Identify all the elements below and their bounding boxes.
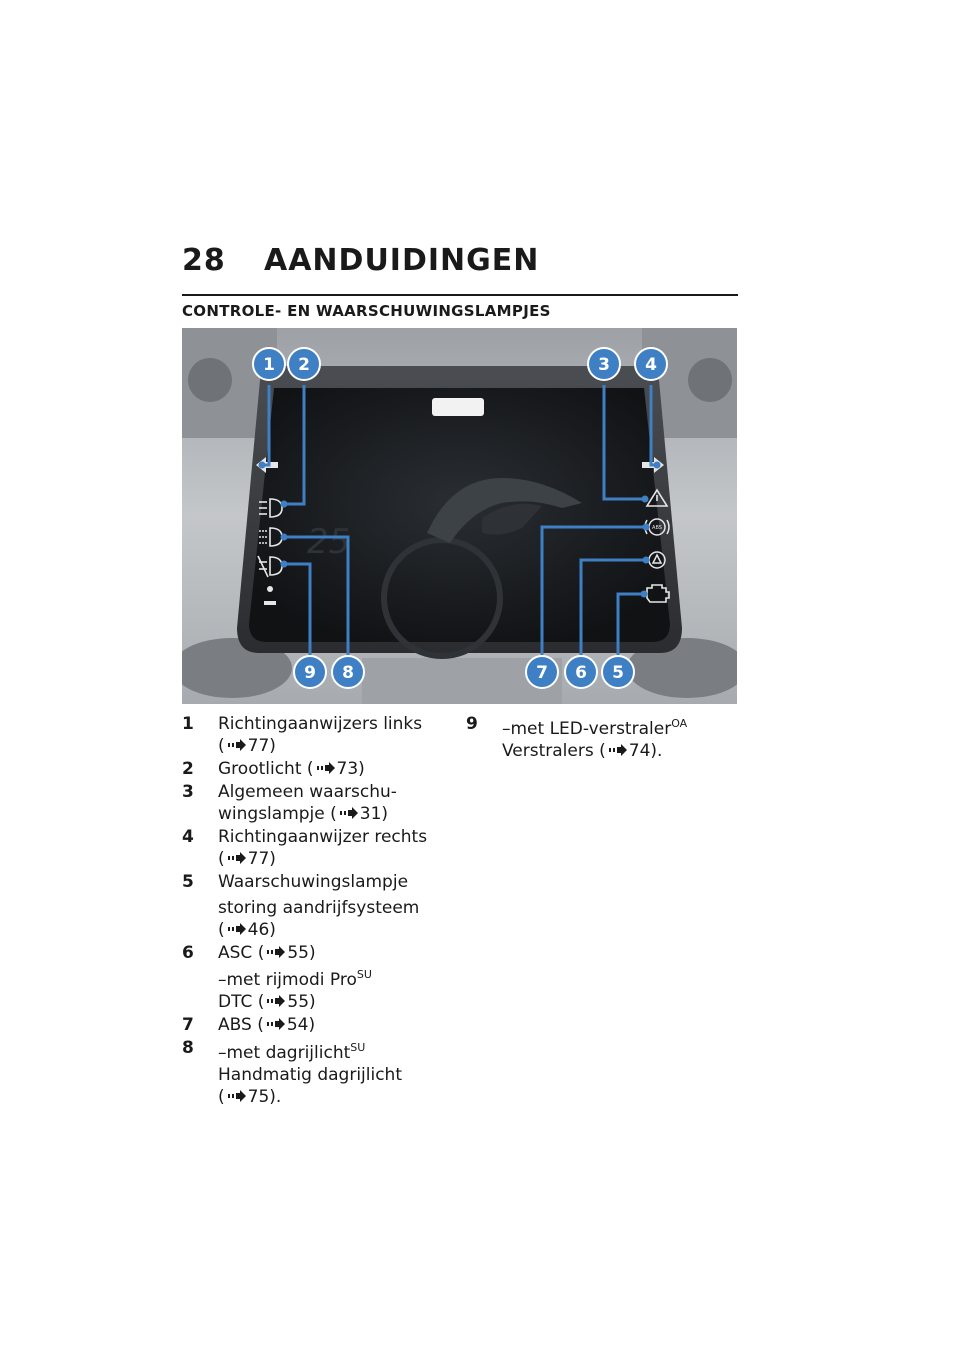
legend-condition-text: –met LED-verstraler xyxy=(502,719,672,739)
legend-number: 2 xyxy=(182,759,194,779)
legend-condition xyxy=(502,713,738,740)
legend-condition-sup: SU xyxy=(350,1041,366,1054)
legend-text-with-ref xyxy=(218,803,444,825)
page-reference[interactable]: ( 55) xyxy=(257,943,316,963)
page-reference[interactable]: ( 77) xyxy=(218,849,276,869)
abs-icon-label: ABS xyxy=(652,525,662,531)
status-bar-icon xyxy=(264,601,276,605)
light-sensor xyxy=(432,398,484,416)
legend-condition-text: –met rijmodi Pro xyxy=(218,970,357,990)
section-title: CONTROLE- EN WAARSCHUWINGSLAMPJES xyxy=(182,302,551,320)
svg-text:2: 2 xyxy=(298,355,310,375)
status-dot-icon xyxy=(267,586,273,592)
header-divider xyxy=(182,294,738,296)
page-reference[interactable]: ( 75). xyxy=(218,1087,282,1107)
legend-text: ASC xyxy=(218,943,253,963)
callout-badge-5 xyxy=(602,656,634,688)
legend-item-3 xyxy=(182,781,444,825)
page-reference-number: 77) xyxy=(247,736,276,756)
legend-condition xyxy=(218,964,444,991)
legend-number: 4 xyxy=(182,827,194,847)
arrow-right-icon xyxy=(227,739,246,751)
svg-text:4: 4 xyxy=(645,355,657,375)
legend-item-6 xyxy=(182,942,444,1013)
legend-number: 6 xyxy=(182,943,194,963)
legend-text: ABS xyxy=(218,1015,252,1035)
legend-item-2 xyxy=(182,758,444,780)
legend-item-1 xyxy=(182,713,444,757)
legend-item-4 xyxy=(182,826,444,870)
callout-badge-6 xyxy=(565,656,597,688)
svg-text:5: 5 xyxy=(612,663,624,683)
arrow-right-icon xyxy=(266,995,285,1007)
page-reference-number: 54) xyxy=(286,1015,316,1035)
page-reference[interactable]: ( 77) xyxy=(218,736,276,756)
instrument-cluster-illustration xyxy=(182,328,737,704)
arrow-right-icon xyxy=(227,852,246,864)
legend-text-with-ref xyxy=(218,991,444,1013)
page-number: 28 xyxy=(182,243,226,278)
display-logo-graphic: 25 xyxy=(307,522,351,562)
svg-text:1: 1 xyxy=(263,355,275,375)
legend-condition xyxy=(218,1037,444,1064)
instrument-cluster-figure xyxy=(182,328,737,704)
callout-badge-9 xyxy=(294,656,326,688)
page-reference-number: 46) xyxy=(247,920,276,940)
legend-number: 7 xyxy=(182,1015,194,1035)
legend-text: Algemeen waarschu- xyxy=(218,782,397,802)
page-reference-number: 55) xyxy=(287,943,316,963)
legend-text-with-ref xyxy=(218,942,444,964)
legend-text: wingslampje xyxy=(218,804,325,824)
page-reference[interactable]: ( 54) xyxy=(257,1015,316,1035)
legend-item-8 xyxy=(182,1037,444,1108)
svg-text:3: 3 xyxy=(598,355,610,375)
page-reference[interactable]: ( 73) xyxy=(306,759,365,779)
legend-number: 1 xyxy=(182,714,194,734)
legend-text: Waarschuwingslampje xyxy=(218,872,409,892)
legend-number: 5 xyxy=(182,872,194,892)
callout-badge-1 xyxy=(253,348,285,380)
page-reference-number: 77) xyxy=(247,849,276,869)
legend-number: 9 xyxy=(466,714,478,734)
arrow-right-icon xyxy=(227,1090,246,1102)
left-bolt xyxy=(188,358,232,402)
page-reference-number: 73) xyxy=(336,759,365,779)
callout-badge-8 xyxy=(332,656,364,688)
page-reference[interactable]: ( 55) xyxy=(257,992,316,1012)
legend-condition-sup: OA xyxy=(671,717,688,730)
arrow-right-icon xyxy=(339,807,358,819)
legend-left-column xyxy=(182,713,444,1109)
legend-text-with-ref xyxy=(218,1014,444,1036)
callout-badge-3 xyxy=(588,348,620,380)
legend-right-column xyxy=(466,713,738,763)
page-reference-number: 55) xyxy=(287,992,316,1012)
legend-item-5 xyxy=(182,871,444,941)
page-reference-number: 75). xyxy=(247,1087,282,1107)
arrow-right-icon xyxy=(266,946,285,958)
page-reference[interactable]: ( 31) xyxy=(330,804,389,824)
svg-text:7: 7 xyxy=(536,663,548,683)
legend-text: Richtingaanwijzer rechts xyxy=(218,827,428,847)
page-reference-number: 74). xyxy=(628,741,663,761)
page-reference[interactable]: ( 74). xyxy=(599,741,663,761)
legend-text: Richtingaanwijzers links xyxy=(218,714,423,734)
svg-text:8: 8 xyxy=(342,663,354,683)
svg-text:6: 6 xyxy=(575,663,587,683)
svg-text:9: 9 xyxy=(304,663,316,683)
right-bolt xyxy=(688,358,732,402)
legend-item-9 xyxy=(466,713,738,762)
legend-condition-sup: SU xyxy=(356,968,372,981)
legend-number: 8 xyxy=(182,1038,194,1058)
arrow-right-icon xyxy=(316,762,335,774)
legend-text-with-ref xyxy=(218,758,444,780)
callout-badge-2 xyxy=(288,348,320,380)
chapter-title: AANDUIDINGEN xyxy=(264,243,540,278)
legend-text-with-ref xyxy=(502,740,738,762)
legend-condition-text: –met dagrijlicht xyxy=(218,1043,351,1063)
legend-text: Handmatig dagrijlicht xyxy=(218,1065,402,1085)
legend-text: Grootlicht xyxy=(218,759,302,779)
legend-item-7 xyxy=(182,1014,444,1036)
callout-badge-7 xyxy=(526,656,558,688)
arrow-right-icon xyxy=(227,923,246,935)
legend-text: Verstralers xyxy=(502,741,594,761)
legend-text: storing aandrijfsysteem xyxy=(218,898,420,918)
page-reference[interactable]: ( 46) xyxy=(218,920,276,940)
arrow-right-icon xyxy=(608,744,627,756)
legend-number: 3 xyxy=(182,782,194,802)
page-reference-number: 31) xyxy=(359,804,389,824)
legend-text: DTC xyxy=(218,992,253,1012)
arrow-right-icon xyxy=(266,1018,285,1030)
callout-badge-4 xyxy=(635,348,667,380)
